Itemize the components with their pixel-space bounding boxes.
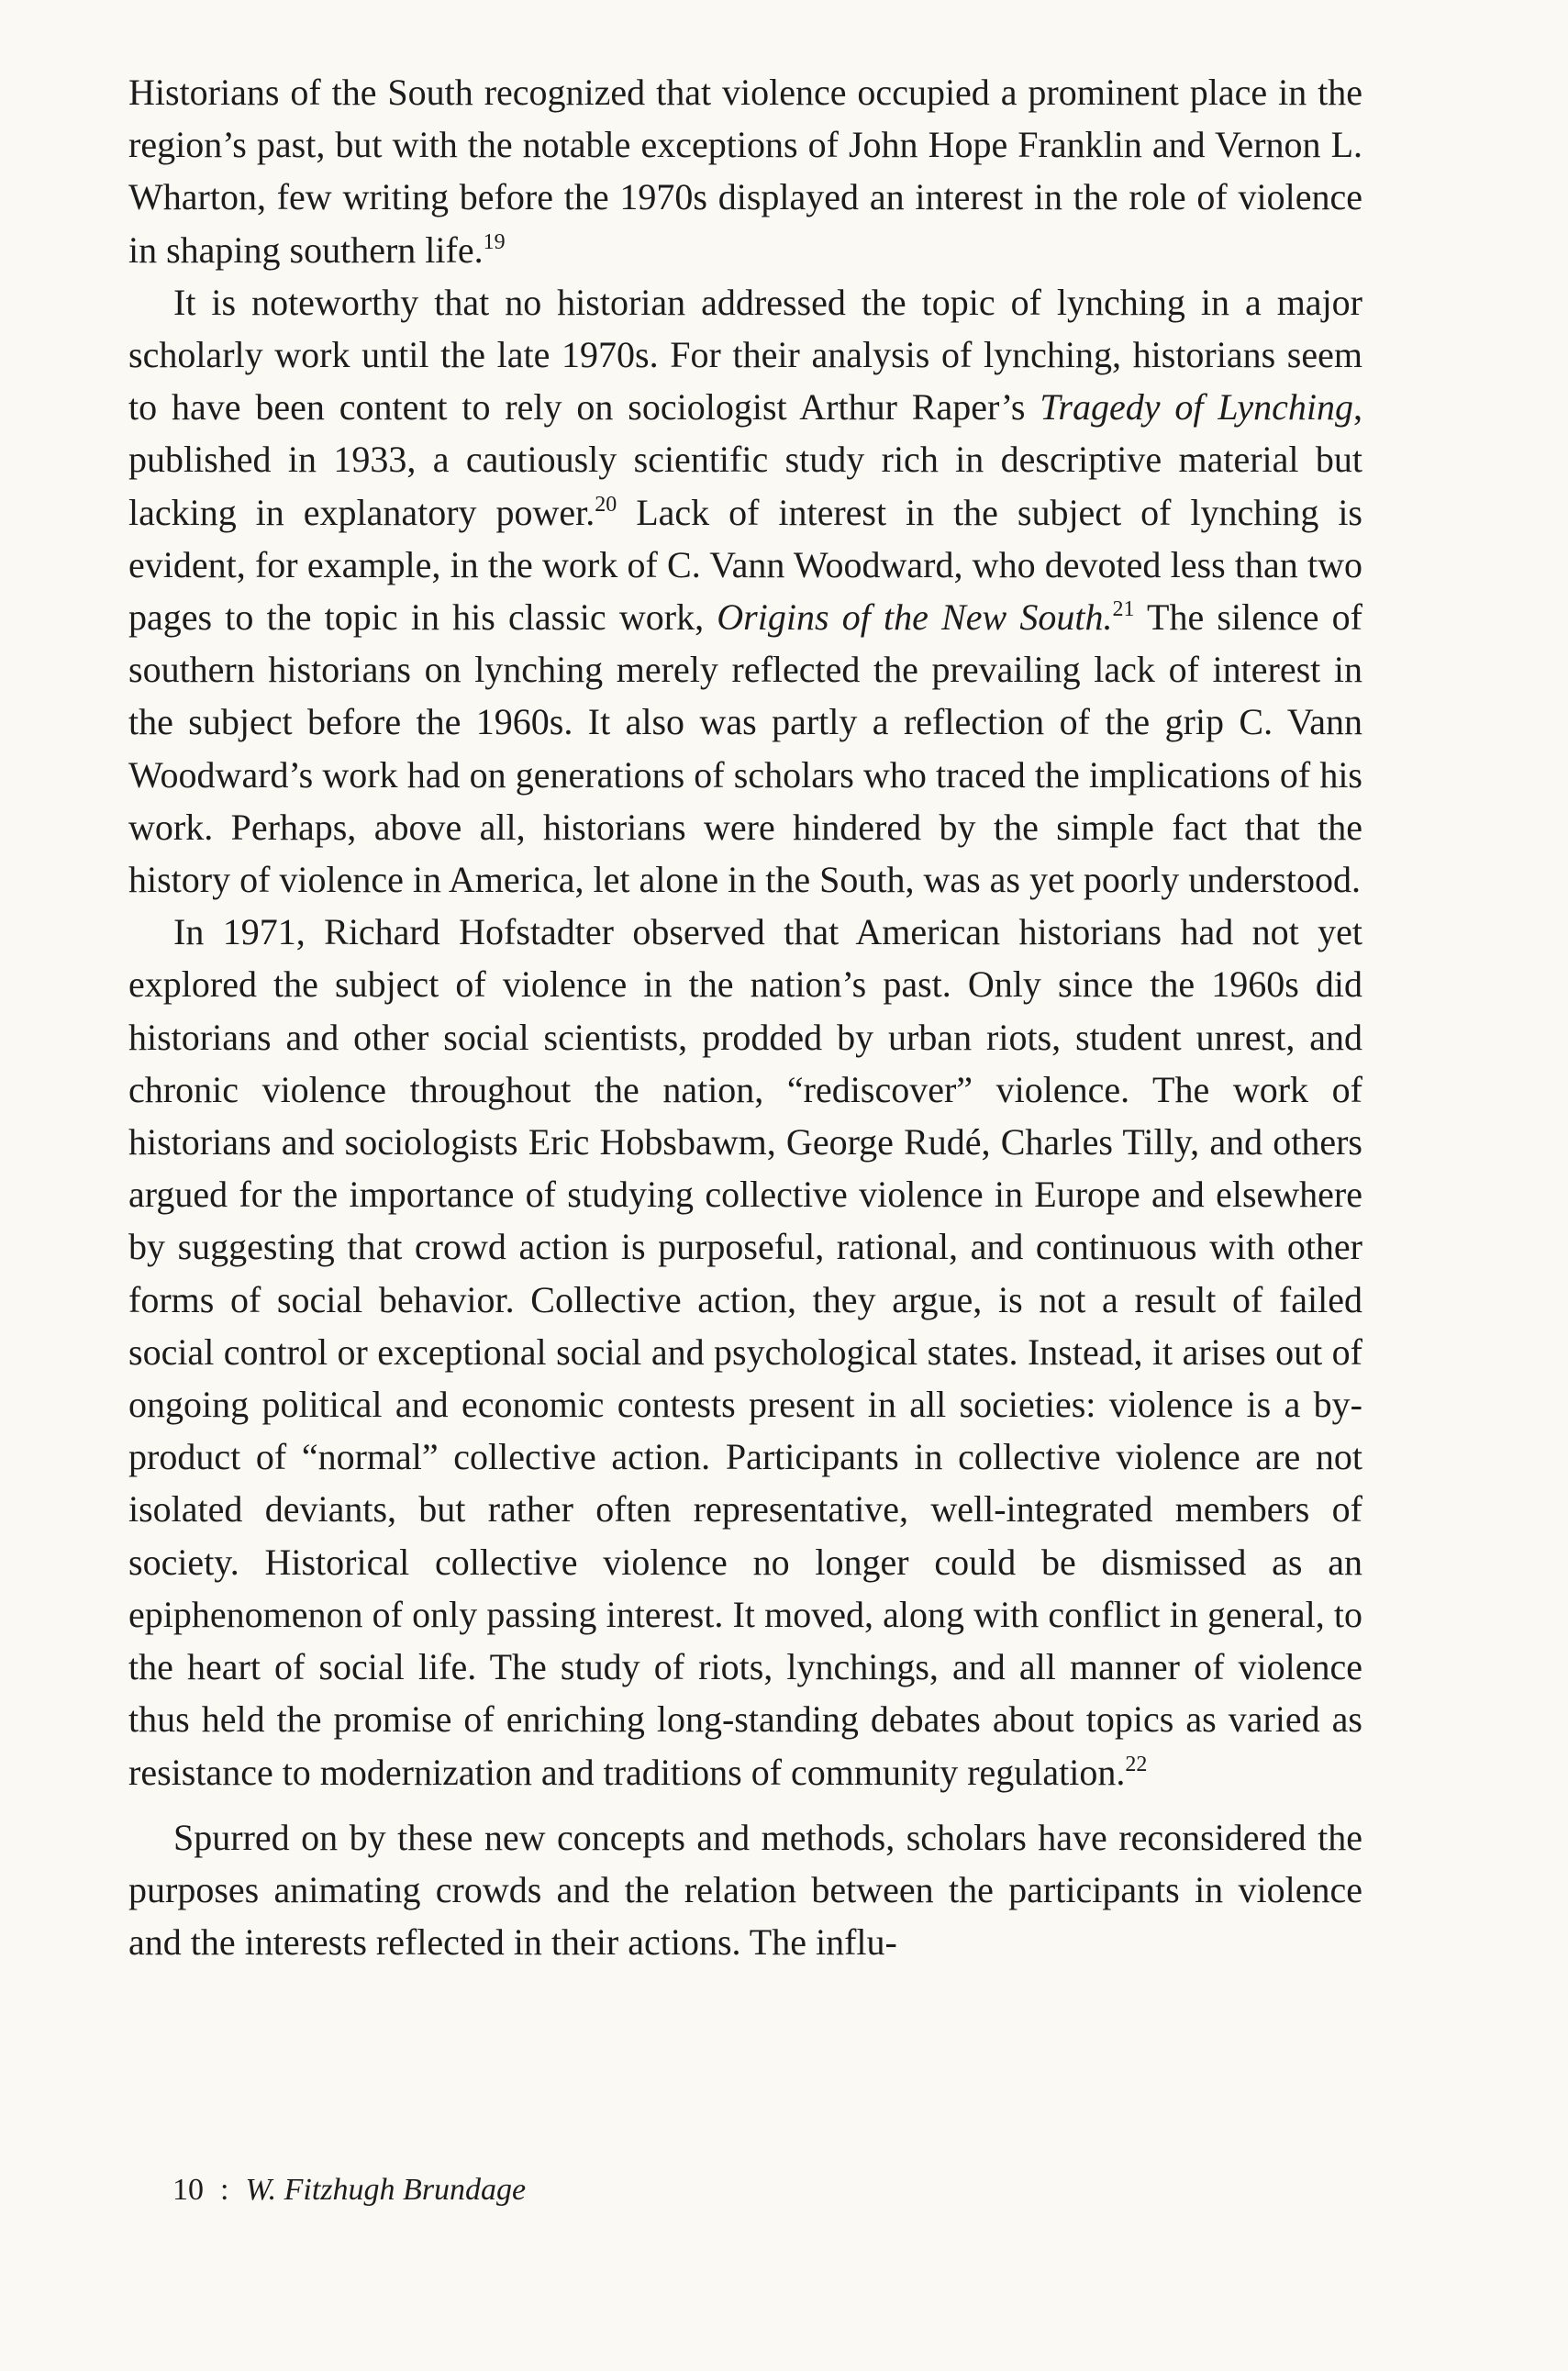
italic-title: Tragedy of Lynching <box>1040 386 1354 429</box>
book-page <box>128 66 1362 2305</box>
text-run: In 1971, Richard Hofstadter observed that American historians had not yet explored the subject of violence in the nation’s past. Only since the 1960s did historians and other social scientists, prodded by urban riots, student unrest, and chronic violence throughout the nation, “rediscover” violence. The work of historians and sociologists Eric Hobsbawm, George Rudé, Charles Tilly, and others argued for the importance of studying collective violence in Europe and elsewhere by suggesting that crowd action is purposeful, rational, and continuous with other forms of social behavior. Collective action, they argue, is not a result of failed social control or exceptional social and psychological states. Instead, it arises out of ongoing political and economic contests present in all societies: violence is a by-product of “normal” collective action. Participants in collective violence are not isolated deviants, but rather often representative, well-integrated members of society. Historical collective violence no longer could be dismissed as an epiphenomenon of only passing interest. It moved, along with conflict in general, to the heart of social life. The study of riots, lynchings, and all manner of violence thus held the promise of enriching long-standing debates about topics as varied as resistance to modernization and traditions of community regulation. <box>128 911 1362 1793</box>
paragraph-1 <box>128 66 1362 276</box>
footnote-ref: 22 <box>1125 1752 1148 1776</box>
text-run: The silence of southern historians on lynching merely reflected the prevailing lack of interest in the subject before the 1960s. It also was partly a reflection of the grip C. Vann Woodward’s work had on generations of scholars who traced the implications of his work. Perhaps, above all, historians were hindered by the simple fact that the history of violence in America, let alone in the South, was as yet poorly understood. <box>128 596 1362 901</box>
running-author: W. Fitzhugh Brundage <box>245 2173 527 2207</box>
text-run: Lack of interest in the subject of lynching is evident, for example, in the work of C. Vann Woodward, who devoted less than two pages to the topic in his classic work, <box>128 491 1362 639</box>
text-run: Historians of the South recognized that violence occupied a prominent place in the region’s past, but with the notable exceptions of John Hope Franklin and Vernon L. Wharton, few writing before the 1970s displayed an interest in the role of violence in shaping southern life. <box>128 72 1362 271</box>
footnote-ref: 20 <box>595 492 617 517</box>
paragraph-2 <box>128 276 1362 906</box>
footnote-ref: 21 <box>1112 597 1135 622</box>
page-footer <box>172 2173 526 2208</box>
italic-title: Origins of the New South. <box>717 596 1113 639</box>
text-run: , published in 1933, a cautiously scientific study rich in descriptive material but lacking in explanatory power. <box>128 386 1363 533</box>
paragraph-4 <box>128 1811 1362 1969</box>
page-number: 10 <box>172 2173 204 2207</box>
paragraph-3 <box>128 906 1362 1798</box>
body-text <box>128 66 1362 1968</box>
text-run: Spurred on by these new concepts and methods, scholars have reconsidered the purposes animating crowds and the relation between the participants in violence and the interests reflected in their actions. The influ- <box>128 1816 1362 1964</box>
text-run: It is noteworthy that no historian addressed the topic of lynching in a major scholarly work until the late 1970s. For their analysis of lynching, historians seem to have been content to rely on sociologist Arthur Raper’s <box>128 281 1362 429</box>
footnote-ref: 19 <box>483 229 506 254</box>
footer-separator: : <box>220 2173 229 2207</box>
